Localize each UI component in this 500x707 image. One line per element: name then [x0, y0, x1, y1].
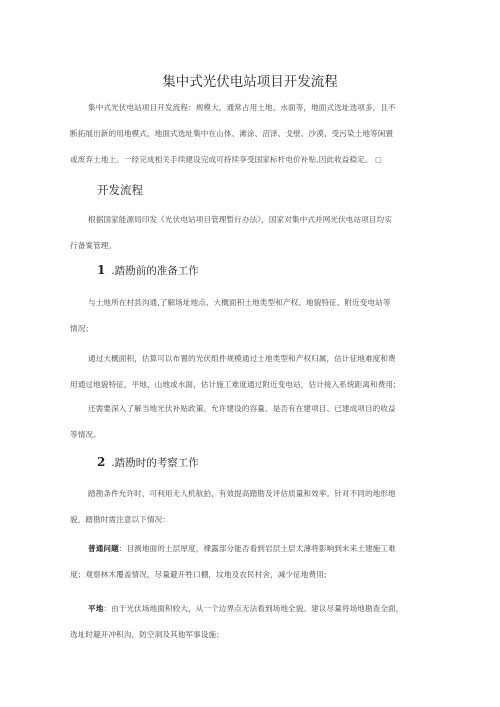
s2-p2-line-1-text: ：目测地面的土层厚度，裸露部分能否看到岩层土层太薄将影响到未来土建施工难	[118, 544, 396, 553]
subsection-1-heading	[97, 263, 199, 278]
subsection-1-paragraph-2	[70, 346, 435, 398]
s2-p3-line-1	[70, 596, 435, 622]
section-line-1: 根据国家能源局印发《光伏电站项目管理暂行办法》，国家对集中式并网光伏电站项目均实	[88, 215, 392, 224]
subsection-2-number: 2	[97, 455, 106, 469]
intro-line-3-text: 或废弃土地上。一经完成相关手续建设完成可持续享受国家标杆电价补贴,因此收益稳定。	[70, 155, 373, 164]
subsection-1-paragraph-3	[70, 396, 435, 448]
section-heading: 开发流程	[97, 183, 143, 197]
subsection-1-paragraph-1	[70, 290, 435, 342]
intro-line-1: 集中式光伏电站项目开发流程：规模大，通常占用土地、水面等，地面式选址选项多，且不	[88, 103, 396, 112]
s1-p1-line-1: 与土地所在村县沟通,了解场址地点、大概面积土地类型和产权、地貌特征、附近变电站等	[88, 298, 391, 307]
s1-p2-line-2: 用通过地貌特征，平地、山地或水面，估计施工难度通过附近变电站，估计接入系统距离和费用;	[70, 380, 396, 389]
subsection-2-title: .踏勘时的考察工作	[111, 457, 199, 469]
subsection-1-title: .踏勘前的准备工作	[111, 265, 199, 277]
subsection-2-paragraph-1	[70, 481, 435, 533]
subsection-2-paragraph-3	[70, 596, 435, 648]
section-line-2: 行备案管理。	[70, 241, 117, 250]
intro-line-2: 断拓展出新的用地模式，地面式选址集中在山体、滩涂、沼泽、戈壁、沙漠、受污染土地等闲置	[70, 129, 394, 138]
intro-line-3	[70, 147, 435, 173]
s2-p2-line-1	[70, 536, 435, 562]
section-paragraph	[70, 207, 435, 259]
s2-p2-line-2: 度；观察林木覆盖情况，尽量避开牲口棚，坟地及农民村舍，减少征地费用;	[70, 570, 327, 579]
intro-paragraph	[70, 95, 435, 173]
s2-p3-line-1-text: ：由于光伏场地面积较大，从一个边界点无法看到场地全貌。建议尽量将场地勘查全面，	[103, 604, 404, 613]
s1-p1-line-2: 情况；	[70, 324, 94, 333]
s1-p2-line-1: 通过大概面积，估算可以布置的光伏组件规模通过土地类型和产权归属，估计征地难度和费	[88, 354, 396, 363]
s2-p1-line-2: 貌，踏勘时需注意以下情况：	[70, 515, 171, 524]
s1-p3-line-1: 还需要深入了解当地光伏补贴政策、允许建设的容量、是否有在建项目、已建成项目的收益	[88, 404, 396, 413]
s2-p3-bold-term: 平地	[88, 604, 104, 613]
s2-p3-line-2: 选址时避开冲积沟，防空洞及其他军事设施；	[70, 630, 224, 639]
subsection-2-heading	[97, 455, 199, 470]
subsection-1-number: 1	[97, 263, 106, 277]
s2-p1-line-1: 踏勘条件允许时，可利用无人机航拍，有效提高踏勘及评估质量和效率。针对不同的地形地	[88, 489, 396, 498]
s2-p2-bold-term: 普通问题	[88, 544, 119, 553]
subsection-2-paragraph-2	[70, 536, 435, 588]
paragraph-mark: □	[375, 156, 382, 164]
s1-p3-line-2: 等情况。	[70, 430, 101, 439]
document-title: 集中式光伏电站项目开发流程	[162, 74, 338, 90]
